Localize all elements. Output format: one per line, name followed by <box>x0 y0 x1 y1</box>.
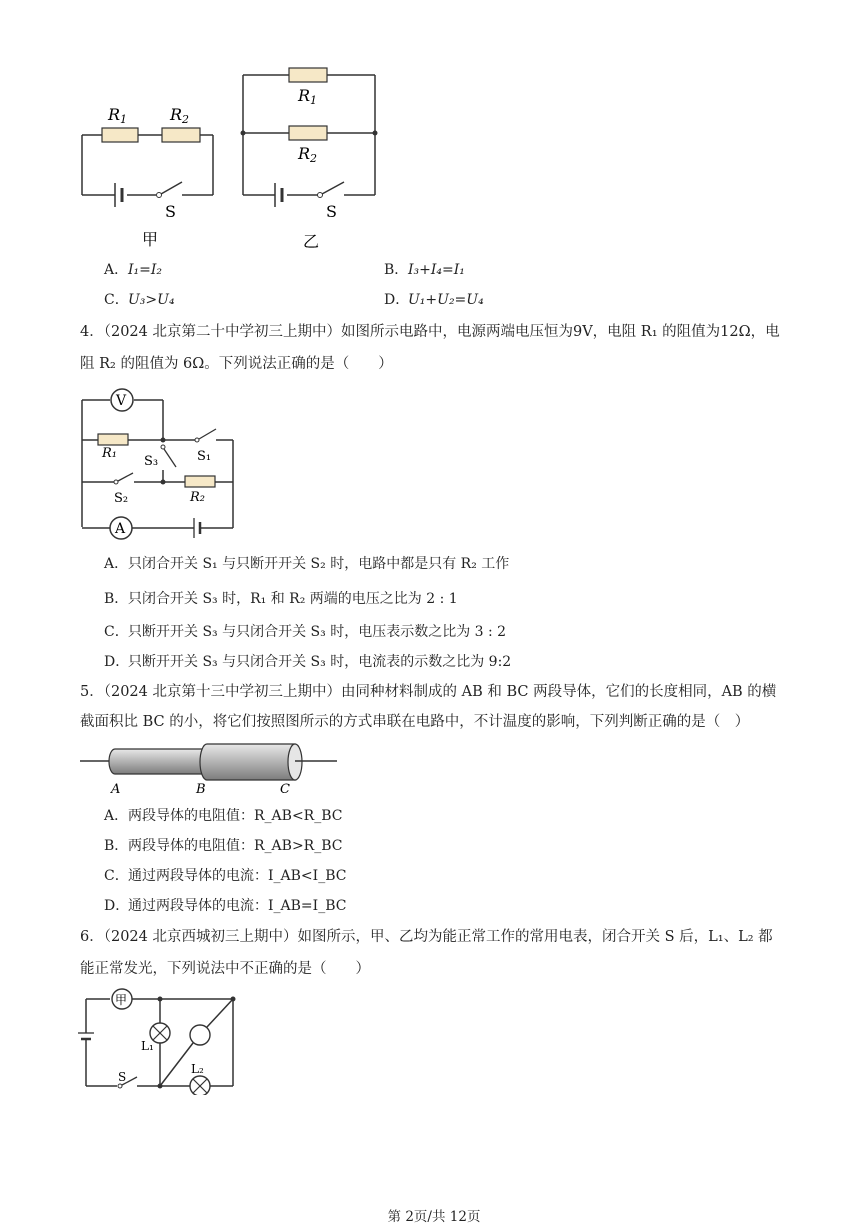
r1-resistor <box>289 68 327 82</box>
s3-label: S₃ <box>144 454 159 469</box>
q4-stem <box>80 321 790 375</box>
label-c: C <box>280 782 290 797</box>
q5-option-a[interactable]: A．两段导体的电阻值：R_AB<R_BC <box>104 808 343 824</box>
q3-option-d[interactable]: D．U₁+U₂=U₄ <box>384 292 484 308</box>
switch-pivot <box>157 193 162 198</box>
s1-pivot <box>195 438 199 442</box>
q5-option-b[interactable]: B．两段导体的电阻值：R_AB>R_BC <box>104 838 343 854</box>
conductor-bc <box>200 744 295 780</box>
switch-label: S <box>118 1070 127 1084</box>
q4-option-b[interactable]: B．只闭合开关 S₃ 时，R₁ 和 R₂ 两端的电压之比为 2 : 1 <box>104 591 458 607</box>
meter-jia-label: 甲 <box>115 993 128 1007</box>
q6-circuit-figure <box>75 985 245 1095</box>
r1-resistor <box>102 128 138 142</box>
r1-label: R₁ <box>102 446 117 461</box>
meter-yi-icon <box>190 1025 210 1045</box>
q5-option-d[interactable]: D．通过两段导体的电流：I_AB=I_BC <box>104 898 347 914</box>
junction-dot <box>161 438 166 443</box>
conductor-ab <box>109 749 207 774</box>
label-b: B <box>196 782 206 797</box>
q4-option-c[interactable]: C．只断开开关 S₃ 与只闭合开关 S₃ 时，电压表示数之比为 3 : 2 <box>104 624 507 640</box>
switch-blade <box>161 182 182 194</box>
q5-conductor-figure <box>75 735 350 797</box>
q5-stem <box>80 681 790 733</box>
caption-jia: 甲 <box>142 230 159 249</box>
r1-label: R1 <box>108 105 128 126</box>
ammeter-label: A <box>115 521 126 537</box>
q6-stem-line2: 能正常发光，下列说法中不正确的是（ ） <box>80 961 370 977</box>
circuit-yi <box>241 68 378 251</box>
switch-label: S <box>165 202 176 221</box>
circuit-jia <box>82 105 213 249</box>
label-a: A <box>111 782 121 797</box>
lamp-l1-label: L₁ <box>141 1039 154 1053</box>
s3-pivot <box>161 445 165 449</box>
q4-stem-line1: 4．（2024 北京第二十中学初三上期中）如图所示电路中，电源两端电压恒为9V，电阻 R₁ 的阻值为12Ω，电 <box>80 324 780 340</box>
q3-option-c[interactable]: C．U₃>U₄ <box>104 292 175 308</box>
q4-option-d[interactable]: D．只断开开关 S₃ 与只闭合开关 S₃ 时，电流表的示数之比为 9:2 <box>104 654 512 670</box>
voltmeter-label: V <box>116 393 127 409</box>
switch-label: S <box>326 202 337 221</box>
junction-dot <box>161 480 166 485</box>
switch-pivot <box>118 1084 122 1088</box>
r2-label: R2 <box>298 144 318 165</box>
q4-stem-line2: 阻 R₂ 的阻值为 6Ω。下列说法正确的是（ ） <box>80 356 393 372</box>
r2-label: R₂ <box>190 490 205 505</box>
q5-option-c[interactable]: C．通过两段导体的电流：I_AB<I_BC <box>104 868 347 884</box>
q5-stem-line1: 5．（2024 北京第十三中学初三上期中）由同种材料制成的 AB 和 BC 两段导体，它们的长度相同，AB 的横 <box>80 684 777 700</box>
page-footer: 第 2页/共 12页 <box>387 1209 481 1225</box>
q3-circuit-figures <box>70 65 400 255</box>
junction-dot <box>373 131 378 136</box>
r1-resistor <box>98 434 128 445</box>
s3-blade <box>164 449 176 467</box>
q6-stem <box>80 926 790 980</box>
r2-resistor <box>289 126 327 140</box>
s2-pivot <box>114 480 118 484</box>
q4-circuit-figure <box>70 385 245 545</box>
q3-option-b[interactable]: B．I₃+I₄=I₁ <box>384 262 465 278</box>
r2-resistor <box>162 128 200 142</box>
q6-stem-line1: 6．（2024 北京西城初三上期中）如图所示，甲、乙均为能正常工作的常用电表，闭合开关 S 后，L₁、L₂ 都 <box>80 929 773 945</box>
q5-stem-line2: 截面积比 BC 的小，将它们按照图所示的方式串联在电路中，不计温度的影响，下列判断正确的是（ ） <box>80 714 750 730</box>
lamp-l2-label: L₂ <box>191 1062 204 1076</box>
q3-option-a[interactable]: A．I₁=I₂ <box>104 262 163 278</box>
s1-label: S₁ <box>197 449 212 464</box>
caption-yi: 乙 <box>303 232 320 251</box>
junction-dot <box>241 131 246 136</box>
switch-pivot <box>318 193 323 198</box>
s1-blade <box>199 429 216 439</box>
s2-label: S₂ <box>114 491 129 506</box>
q4-option-a[interactable]: A．只闭合开关 S₁ 与只断开开关 S₂ 时，电路中都是只有 R₂ 工作 <box>104 556 510 572</box>
s2-blade <box>118 473 133 481</box>
r2-label: R2 <box>170 105 190 126</box>
r2-resistor <box>185 476 215 487</box>
switch-blade <box>322 182 344 194</box>
r1-label: R1 <box>298 86 318 107</box>
conductor-end-face <box>288 744 302 780</box>
